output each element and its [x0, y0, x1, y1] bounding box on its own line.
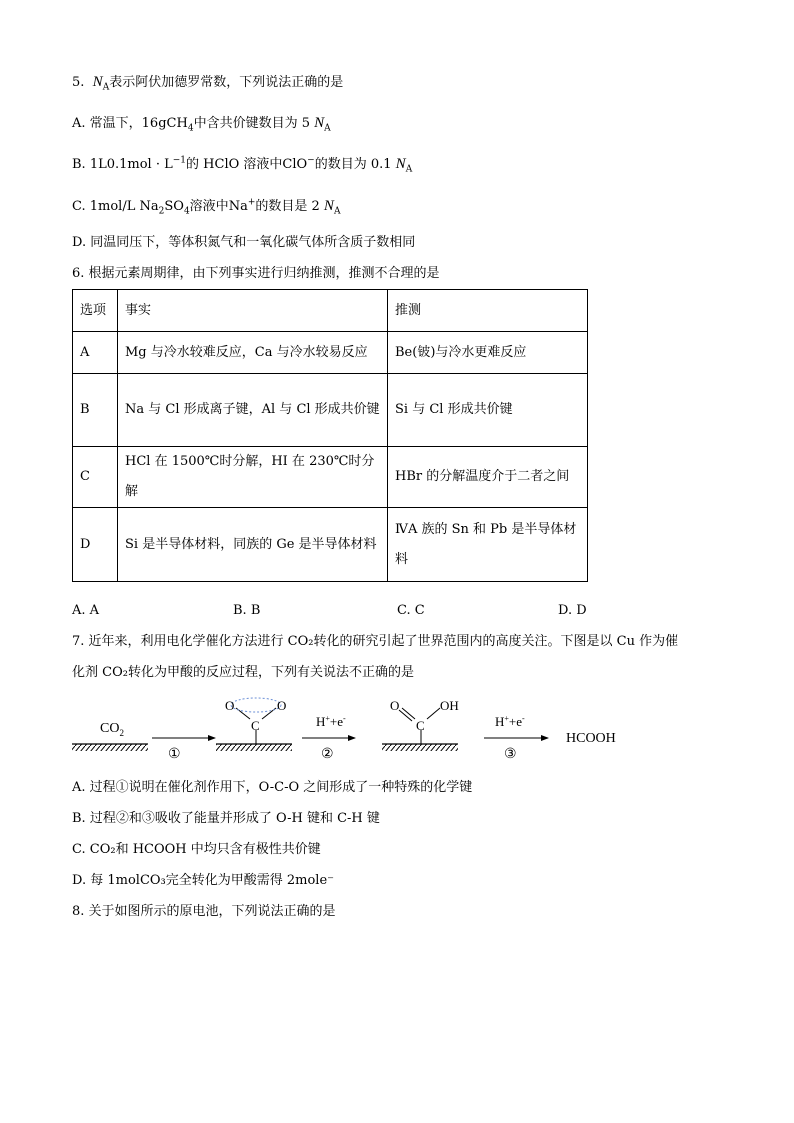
table-row	[73, 374, 588, 447]
q5-stem: 5. $N_A$表示阿伏加德罗常数，下列说法正确的是	[72, 74, 344, 93]
oxygen-label: O	[277, 698, 287, 713]
table-cell: C	[73, 447, 118, 508]
q6-option-c: C. C	[397, 603, 425, 618]
q7-option-a: A. 过程①说明在催化剂作用下，O-C-O 之间形成了一种特殊的化学键	[72, 780, 473, 795]
reaction-scheme	[70, 692, 630, 760]
q8-stem: 8. 关于如图所示的原电池，下列说法正确的是	[72, 904, 336, 919]
q6-option-a: A. A	[72, 603, 100, 618]
q6-table	[72, 289, 588, 582]
table-header-row	[73, 290, 588, 332]
step-2-label: ②	[321, 747, 334, 760]
step-3-label: ③	[504, 747, 517, 760]
carbon-label: C	[416, 718, 425, 733]
table-cell: B	[73, 374, 118, 447]
table-cell: Mg 与冷水较难反应，Ca 与冷水较易反应	[118, 332, 388, 374]
reagent-label: H++e-	[316, 714, 346, 729]
table-header-cell: 推测	[388, 290, 588, 332]
table-cell: HBr 的分解温度介于二者之间	[388, 447, 588, 508]
oxygen-label: O	[390, 698, 400, 713]
table-header-cell: 事实	[118, 290, 388, 332]
table-cell: Be(铍)与冷水更难反应	[388, 332, 588, 374]
q6-option-b: B. B	[233, 603, 261, 618]
q5-option-b: B. $1L0.1mol \cdot L^{-1}$的 HClO 溶液中ClO−的数目为 0.1 $N_A$	[72, 155, 413, 175]
co2-label: $CO_2$	[100, 721, 124, 738]
hydroxyl-label: OH	[440, 698, 459, 713]
table-header-cell: 选项	[73, 290, 118, 332]
reagent-label: H++e-	[495, 714, 525, 729]
q5-option-a: A. 常温下，16gCH$_4$中含共价键数目为 5 $N_A$	[72, 115, 331, 134]
q7-option-c: C. CO₂和 HCOOH 中均只含有极性共价键	[72, 842, 321, 857]
table-cell: Si 与 Cl 形成共价键	[388, 374, 588, 447]
catalyst-surface-1	[72, 744, 148, 751]
table-cell: D	[73, 508, 118, 582]
q7-option-d: D. 每 1molCO₃完全转化为甲酸需得 2mole⁻	[72, 873, 335, 888]
q5-option-c: C. 1mol/L $Na_2SO_4$溶液中Na+的数目是 2 $N_A$	[72, 197, 341, 217]
oxygen-label: O	[225, 698, 235, 713]
q6-option-d: D. D	[558, 603, 587, 618]
q7-stem-line1: 7. 近年来，利用电化学催化方法进行 CO₂转化的研究引起了世界范围内的高度关注。下图是以 Cu 作为催	[72, 634, 679, 649]
table-cell: HCl 在 1500℃时分解，HI 在 230℃时分解	[118, 447, 388, 508]
step-1-label: ①	[168, 747, 181, 760]
adsorbed-cooh	[382, 698, 459, 751]
q6-stem: 6. 根据元素周期律，由下列事实进行归纳推测，推测不合理的是	[72, 266, 440, 281]
table-cell: Si 是半导体材料，同族的 Ge 是半导体材料	[118, 508, 388, 582]
table-cell: A	[73, 332, 118, 374]
table-cell: ⅣA 族的 Sn 和 Pb 是半导体材料	[388, 508, 588, 582]
table-cell: Na 与 Cl 形成离子键，Al 与 Cl 形成共价键	[118, 374, 388, 447]
carbon-label: C	[251, 718, 260, 733]
q7-option-b: B. 过程②和③吸收了能量并形成了 O-H 键和 C-H 键	[72, 811, 380, 826]
table-row	[73, 447, 588, 508]
product-label: HCOOH	[566, 731, 616, 746]
q5-option-d: D. 同温同压下，等体积氮气和一氧化碳气体所含质子数相同	[72, 235, 416, 250]
table-row	[73, 508, 588, 582]
table-row	[73, 332, 588, 374]
adsorbed-co2	[216, 698, 292, 751]
q7-stem-line2: 化剂 CO₂转化为甲酸的反应过程，下列有关说法不正确的是	[72, 665, 414, 680]
